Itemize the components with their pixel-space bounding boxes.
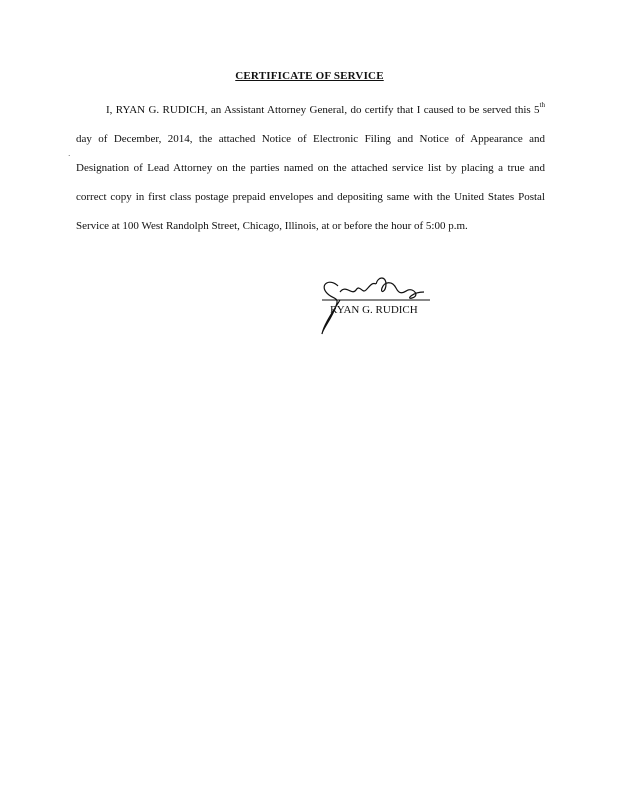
signature-block bbox=[300, 270, 470, 340]
signer-name: RYAN G. RUDICH bbox=[330, 304, 418, 316]
document-title bbox=[0, 70, 619, 82]
paragraph-text-part1: I, RYAN G. RUDICH, an Assistant Attorney General, do certify that I caused to be served this 5 bbox=[106, 104, 540, 116]
title-text: CERTIFICATE OF SERVICE bbox=[235, 70, 384, 82]
stray-mark: · bbox=[68, 152, 71, 160]
ordinal-suffix: th bbox=[539, 101, 545, 110]
certificate-paragraph bbox=[76, 96, 545, 241]
paragraph-text-part2: day of December, 2014, the attached Notice of Electronic Filing and Notice of Appearance and Designation of Lead Attorney on the parties named on the attached service list by placing a true and correct copy in first class postage prepaid envelopes and depositing same with the United States Postal Service at 100 West Randolph Street, Chicago, Illinois, at or before the hour of 5:00 p.m. bbox=[76, 133, 545, 232]
